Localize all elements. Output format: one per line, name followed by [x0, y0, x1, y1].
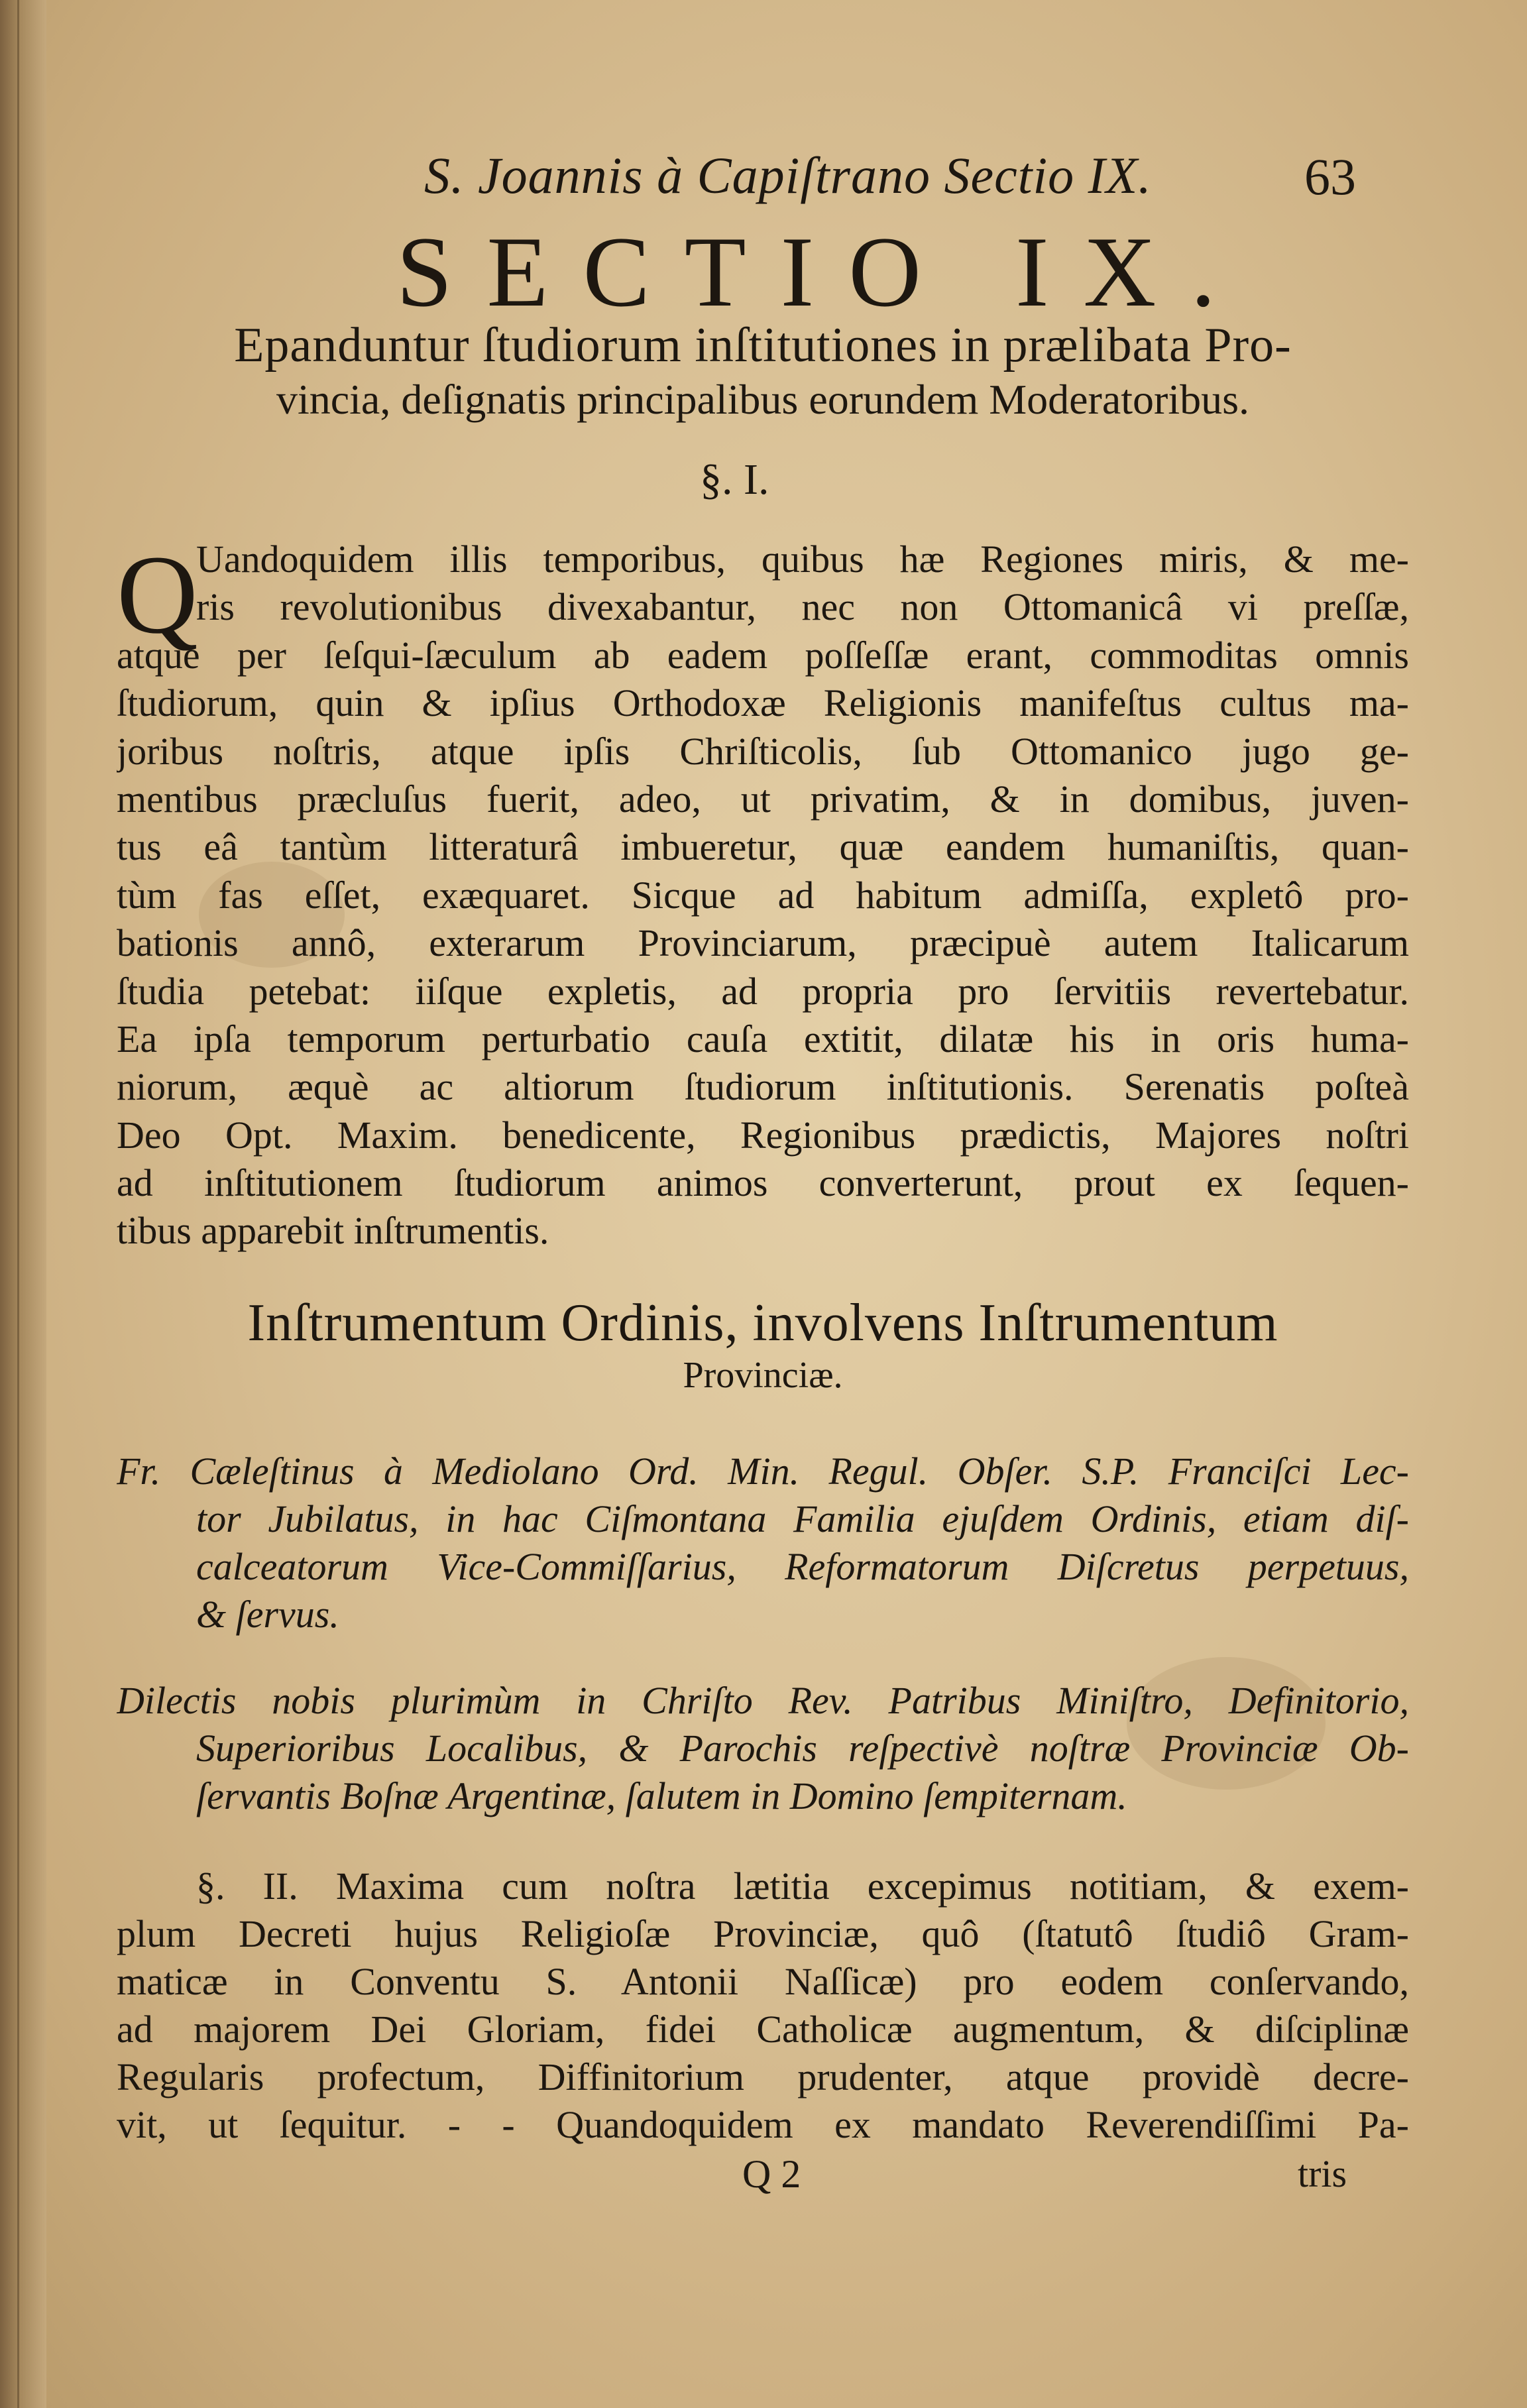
text-line: bationis annô, exterarum Provinciarum, præcipuè autem Italicarum: [117, 921, 1409, 965]
text-line: tus eâ tantùm litteraturâ imbueretur, quæ eandem humaniſtis, quan-: [117, 825, 1409, 869]
salutation-block: [117, 1677, 1409, 1820]
text-line: vit, ut ſequitur. - - Quandoquidem ex mandato Reverendiſſimi Pa-: [117, 2103, 1409, 2146]
text-line: joribus noſtris, atque ipſis Chriſticolis, ſub Ottomanico jugo ge-: [117, 729, 1409, 773]
text-line: plum Decreti hujus Religioſæ Provinciæ, quô (ſtatutô ſtudiô Gram-: [117, 1912, 1409, 1955]
text-line: Ea ipſa temporum perturbatio cauſa extitit, dilatæ his in oris huma-: [117, 1017, 1409, 1061]
text-line: §. II. Maxima cum noſtra lætitia excepimus notitiam, & exem-: [196, 1864, 1409, 1908]
text-line: Deo Opt. Maxim. benedicente, Regionibus prædictis, Majores noſtri: [117, 1113, 1409, 1157]
instrument-heading: [117, 1292, 1409, 1397]
section-subtitle: [117, 318, 1409, 427]
paragraph-one: [117, 532, 1409, 1255]
text-line: maticæ in Conventu S. Antonii Naſſicæ) pro eodem conſervando,: [117, 1960, 1409, 2003]
text-line: Dilectis nobis plurimùm in Chriſto Rev. Patribus Miniſtro, Definitorio,: [117, 1679, 1409, 1722]
text-line: Fr. Cæleſtinus à Mediolano Ord. Min. Regul. Obſer. S.P. Franciſci Lec-: [117, 1450, 1409, 1493]
text-line: ſervantis Boſnæ Argentinæ, ſalutem in Domino ſempiternam.: [196, 1774, 1127, 1817]
page-gutter: [0, 0, 46, 2408]
text-line: niorum, æquè ac altiorum ſtudiorum inſtitutionis. Serenatis poſteà: [117, 1065, 1409, 1109]
heading-line: Inſtrumentum Ordinis, involvens Inſtrumentum: [247, 1294, 1278, 1352]
text-line: Uandoquidem illis temporibus, quibus hæ Regiones miris, & me-: [196, 538, 1409, 581]
signature-mark: Q 2: [742, 2152, 801, 2196]
paragraph-two: [117, 1863, 1409, 2149]
paragraph-mark: §. I.: [700, 455, 769, 504]
text-line: Superioribus Localibus, & Parochis reſpectivè noſtræ Provinciæ Ob-: [196, 1727, 1409, 1770]
page-edge: [17, 0, 19, 2408]
text-line: ad inſtitutionem ſtudiorum animos converterunt, prout ex ſequen-: [117, 1161, 1409, 1205]
text-line: mentibus præcluſus fuerit, adeo, ut privatim, & in domibus, juven-: [117, 777, 1409, 821]
catchword: tris: [1298, 2152, 1347, 2195]
drop-cap: Q: [117, 532, 198, 657]
heading-line: Provinciæ.: [683, 1355, 843, 1396]
subtitle-line: vincia, deſignatis principalibus eorundem Moderatoribus.: [276, 376, 1250, 423]
text-line: & ſervus.: [196, 1593, 339, 1636]
text-line: tùm fas eſſet, exæquaret. Sicque ad habitum admiſſa, expletô pro-: [117, 873, 1409, 917]
page-number: 63: [1304, 148, 1356, 205]
section-title: SECTIO IX.: [396, 216, 1251, 327]
text-line: calceatorum Vice-Commiſſarius, Reformatorum Diſcretus perpetuus,: [196, 1545, 1409, 1588]
text-line: tibus apparebit inſtrumentis.: [117, 1209, 549, 1253]
text-line: atque per ſeſqui-ſæculum ab eadem poſſeſſæ erant, commoditas omnis: [117, 633, 1409, 677]
text-line: ſtudia petebat: iiſque expletis, ad propria pro ſervitiis revertebatur.: [117, 969, 1409, 1013]
text-line: ſtudiorum, quin & ipſius Orthodoxæ Religionis manifeſtus cultus ma-: [117, 681, 1409, 725]
text-line: ris revolutionibus divexabantur, nec non Ottomanicâ vi preſſæ,: [196, 585, 1409, 629]
address-block: [117, 1448, 1409, 1638]
subtitle-line: Epanduntur ſtudiorum inſtitutiones in prælibata Pro-: [234, 318, 1292, 373]
text-line: tor Jubilatus, in hac Ciſmontana Familia ejuſdem Ordinis, etiam diſ-: [196, 1497, 1409, 1540]
text-line: ad majorem Dei Gloriam, fidei Catholicæ augmentum, & diſciplinæ: [117, 2008, 1409, 2051]
running-head: S. Joannis à Capiſtrano Sectio IX.: [424, 146, 1152, 204]
text-line: Regularis profectum, Diffinitorium prudenter, atque providè decre-: [117, 2055, 1409, 2098]
